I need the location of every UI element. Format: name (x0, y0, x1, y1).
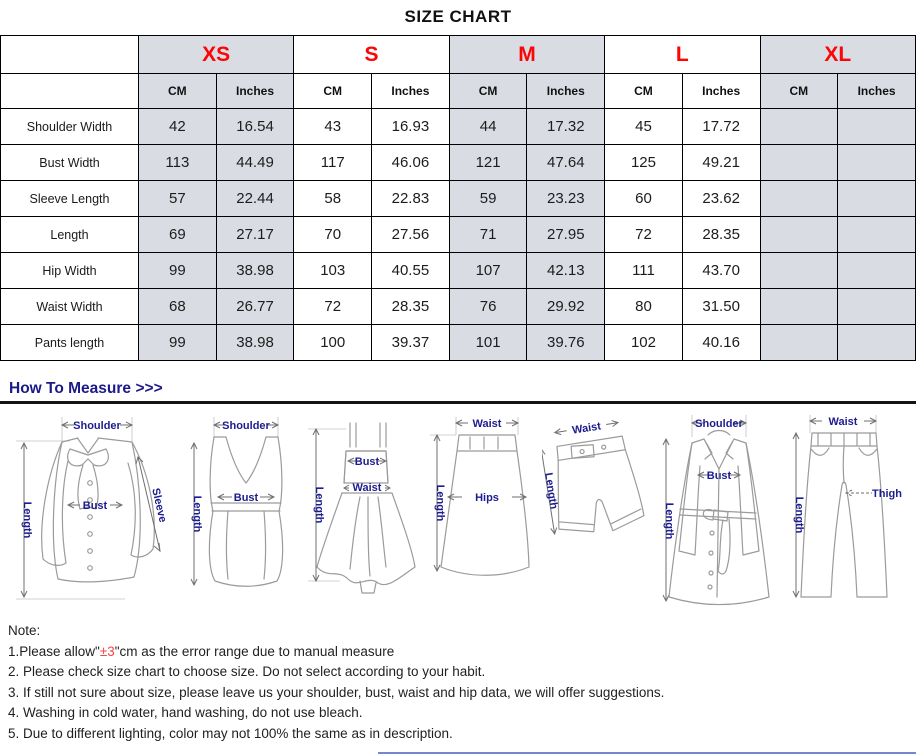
cell: 111 (605, 253, 683, 289)
note-line-5: 5. Due to different lighting, color may not 100% the same as in description. (8, 725, 453, 741)
cell: 27.95 (527, 217, 605, 253)
unit-cm: CM (449, 74, 527, 109)
table-row (1, 217, 916, 253)
note-text: "cm as the error range due to manual measure (114, 643, 395, 659)
length-label: Length (542, 471, 560, 510)
cell: 68 (139, 289, 217, 325)
hips-label: Hips (475, 492, 499, 504)
shoulder-label: Shoulder (222, 420, 270, 432)
cell: 103 (294, 253, 372, 289)
unit-cm: CM (139, 74, 217, 109)
cell: 72 (294, 289, 372, 325)
cell: 99 (139, 325, 217, 361)
cell: 23.23 (527, 181, 605, 217)
cell (760, 325, 838, 361)
unit-cm: CM (294, 74, 372, 109)
measurement-figures (0, 404, 916, 615)
note-line-1 (8, 642, 916, 663)
note-line-2: 2. Please check size chart to choose size. Do not select according to your habit. (8, 664, 486, 680)
cell: 44 (449, 109, 527, 145)
cell: 17.72 (682, 109, 760, 145)
blouse-illustration (10, 411, 180, 611)
cell: 23.62 (682, 181, 760, 217)
cell (760, 181, 838, 217)
unit-cm: CM (605, 74, 683, 109)
shoulder-label: Shoulder (695, 418, 743, 430)
waist-label: Waist (571, 420, 602, 437)
row-label: Bust Width (1, 145, 139, 181)
row-label: Shoulder Width (1, 109, 139, 145)
cell (838, 145, 916, 181)
cell: 76 (449, 289, 527, 325)
sleeve-label: Sleeve (149, 486, 169, 524)
waist-label: Waist (352, 482, 382, 494)
cell: 28.35 (682, 217, 760, 253)
cell: 39.37 (372, 325, 450, 361)
cell: 113 (139, 145, 217, 181)
bust-label: Bust (706, 470, 732, 482)
cell: 47.64 (527, 145, 605, 181)
table-row (1, 253, 916, 289)
table-row (1, 109, 916, 145)
cell: 45 (605, 109, 683, 145)
row-label: Length (1, 217, 139, 253)
shoulder-label: Shoulder (73, 420, 121, 432)
cell: 99 (139, 253, 217, 289)
cell: 117 (294, 145, 372, 181)
row-label: Pants length (1, 325, 139, 361)
coat-illustration (650, 411, 784, 611)
bust-label: Bust (354, 456, 380, 468)
cell: 17.32 (527, 109, 605, 145)
cell (838, 109, 916, 145)
cell: 31.50 (682, 289, 760, 325)
bust-label: Bust (233, 492, 259, 504)
cell: 72 (605, 217, 683, 253)
cell (838, 325, 916, 361)
notes-heading: Note: (8, 623, 41, 638)
cell: 22.83 (372, 181, 450, 217)
cell (838, 181, 916, 217)
length-label: Length (663, 502, 675, 540)
cell: 42.13 (527, 253, 605, 289)
cell: 80 (605, 289, 683, 325)
cell: 107 (449, 253, 527, 289)
corner-cell (1, 36, 139, 74)
unit-inches: Inches (682, 74, 760, 109)
cell: 59 (449, 181, 527, 217)
cell: 121 (449, 145, 527, 181)
table-row (1, 145, 916, 181)
unit-cm: CM (760, 74, 838, 109)
dress-illustration (304, 411, 428, 611)
cell: 49.21 (682, 145, 760, 181)
note-line-4: 4. Washing in cold water, hand washing, do not use bleach. (8, 705, 363, 721)
cell: 22.44 (216, 181, 294, 217)
unit-inches: Inches (527, 74, 605, 109)
table-row (1, 325, 916, 361)
waist-label: Waist (472, 418, 502, 430)
length-label: Length (434, 484, 446, 522)
cell: 16.54 (216, 109, 294, 145)
unit-inches: Inches (838, 74, 916, 109)
cell: 57 (139, 181, 217, 217)
length-label: Length (21, 501, 33, 539)
cell: 125 (605, 145, 683, 181)
chevrons-icon: >>> (135, 380, 163, 397)
row-label: Sleeve Length (1, 181, 139, 217)
cell (760, 109, 838, 145)
cell: 43.70 (682, 253, 760, 289)
note-tolerance-value: ±3 (99, 643, 115, 659)
note-line-3: 3. If still not sure about size, please leave us your shoulder, bust, waist and hip data, we will offer suggestions. (8, 684, 665, 700)
cell (838, 217, 916, 253)
cell: 100 (294, 325, 372, 361)
cell: 102 (605, 325, 683, 361)
bust-label: Bust (82, 500, 108, 512)
row-label: Hip Width (1, 253, 139, 289)
how-to-measure-label: How To Measure (9, 380, 132, 397)
tank-top-illustration (180, 411, 304, 611)
cell: 69 (139, 217, 217, 253)
cell: 28.35 (372, 289, 450, 325)
size-header-row (1, 36, 916, 74)
page-title: SIZE CHART (404, 7, 512, 26)
thigh-label: Thigh (872, 488, 902, 500)
length-label: Length (313, 486, 325, 524)
cell: 29.92 (527, 289, 605, 325)
waist-label: Waist (828, 416, 858, 428)
cell (838, 289, 916, 325)
cell: 26.77 (216, 289, 294, 325)
how-to-measure-heading (0, 380, 916, 398)
cell: 42 (139, 109, 217, 145)
cell (760, 145, 838, 181)
unit-inches: Inches (216, 74, 294, 109)
corner-cell-2 (1, 74, 139, 109)
cell: 27.17 (216, 217, 294, 253)
shorts-illustration (542, 411, 650, 611)
cell: 101 (449, 325, 527, 361)
cell: 16.93 (372, 109, 450, 145)
cell (760, 217, 838, 253)
cell: 40.16 (682, 325, 760, 361)
cell: 40.55 (372, 253, 450, 289)
size-header-l: L (605, 36, 760, 74)
size-header-m: M (449, 36, 604, 74)
notes-section (0, 615, 916, 745)
cell: 44.49 (216, 145, 294, 181)
length-label: Length (793, 496, 805, 534)
cell: 38.98 (216, 325, 294, 361)
cell (838, 253, 916, 289)
skirt-illustration (428, 411, 542, 611)
table-row (1, 181, 916, 217)
cell: 39.76 (527, 325, 605, 361)
table-row (1, 289, 916, 325)
cell: 70 (294, 217, 372, 253)
row-label: Waist Width (1, 289, 139, 325)
size-header-xs: XS (139, 36, 294, 74)
cell: 46.06 (372, 145, 450, 181)
cell: 38.98 (216, 253, 294, 289)
length-label: Length (191, 495, 203, 533)
cell: 27.56 (372, 217, 450, 253)
cell: 60 (605, 181, 683, 217)
cell (760, 253, 838, 289)
size-chart-table (0, 35, 916, 361)
unit-inches: Inches (372, 74, 450, 109)
cell: 43 (294, 109, 372, 145)
cell: 58 (294, 181, 372, 217)
size-header-xl: XL (760, 36, 916, 74)
cell (760, 289, 838, 325)
pants-illustration (784, 411, 904, 611)
note-text: 1.Please allow" (8, 643, 100, 659)
bottom-divider-line (378, 752, 916, 754)
size-header-s: S (294, 36, 449, 74)
cell: 71 (449, 217, 527, 253)
unit-header-row (1, 74, 916, 109)
